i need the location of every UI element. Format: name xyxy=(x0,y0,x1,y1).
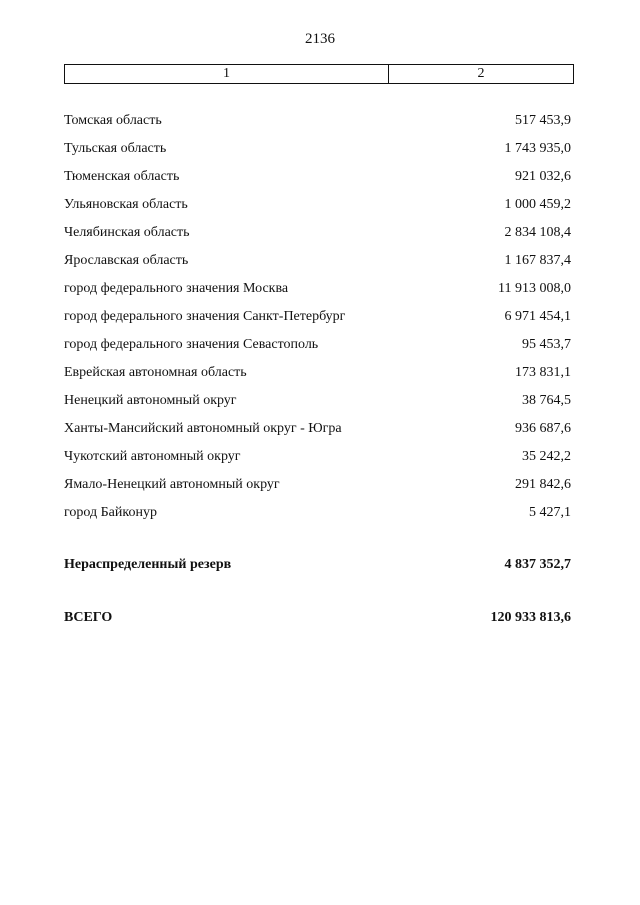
table-row xyxy=(64,107,571,135)
table-row xyxy=(64,275,571,303)
table-row xyxy=(64,135,571,163)
region-name: Челябинская область xyxy=(64,225,190,240)
column-header-1: 1 xyxy=(65,65,389,83)
region-amount: 1 000 459,2 xyxy=(504,197,571,212)
table-row xyxy=(64,499,571,527)
total-label: ВСЕГО xyxy=(64,610,113,625)
region-name: город федерального значения Севастополь xyxy=(64,337,319,352)
region-amount: 1 167 837,4 xyxy=(504,253,571,268)
region-amount: 95 453,7 xyxy=(522,337,571,352)
region-name: Ярославская область xyxy=(64,253,189,268)
region-name: Еврейская автономная область xyxy=(64,365,247,380)
region-amount: 35 242,2 xyxy=(522,449,571,464)
table-row xyxy=(64,471,571,499)
region-name: Ульяновская область xyxy=(64,197,188,212)
table-row xyxy=(64,303,571,331)
table-row xyxy=(64,331,571,359)
region-amount: 5 427,1 xyxy=(529,505,571,520)
region-amount: 921 032,6 xyxy=(515,169,571,184)
region-name: Ханты-Мансийский автономный округ - Югра xyxy=(64,421,342,436)
table-row xyxy=(64,359,571,387)
region-name: Чукотский автономный округ xyxy=(64,449,241,464)
page-number: 2136 xyxy=(305,31,335,47)
reserve-label: Нераспределенный резерв xyxy=(64,557,232,572)
region-amount: 291 842,6 xyxy=(515,477,571,492)
region-name: Тюменская область xyxy=(64,169,180,184)
region-amount: 38 764,5 xyxy=(522,393,571,408)
column-header-table xyxy=(64,64,574,84)
region-amount: 517 453,9 xyxy=(515,113,571,128)
table-row xyxy=(64,247,571,275)
region-amount: 173 831,1 xyxy=(515,365,571,380)
region-name: Томская область xyxy=(64,113,162,128)
region-amount: 936 687,6 xyxy=(515,421,571,436)
column-header-2: 2 xyxy=(477,66,485,81)
table-row xyxy=(64,219,571,247)
region-amount: 2 834 108,4 xyxy=(504,225,571,240)
region-amount: 1 743 935,0 xyxy=(504,141,571,156)
table-row xyxy=(64,163,571,191)
table-row xyxy=(64,191,571,219)
total-amount: 120 933 813,6 xyxy=(490,610,571,625)
region-name: Ненецкий автономный округ xyxy=(64,393,237,408)
table-row xyxy=(64,387,571,415)
reserve-amount: 4 837 352,7 xyxy=(504,557,571,572)
table-row xyxy=(64,443,571,471)
region-name: город Байконур xyxy=(64,505,157,520)
grand-total-row xyxy=(64,606,571,630)
region-amount-list xyxy=(64,107,571,527)
region-name: Тульская область xyxy=(64,141,167,156)
region-amount: 6 971 454,1 xyxy=(504,309,571,324)
region-name: город федерального значения Санкт-Петербург xyxy=(64,309,346,324)
region-amount: 11 913 008,0 xyxy=(498,281,571,296)
unallocated-reserve-row xyxy=(64,553,571,577)
region-name: город федерального значения Москва xyxy=(64,281,289,296)
table-row xyxy=(64,415,571,443)
region-name: Ямало-Ненецкий автономный округ xyxy=(64,477,280,492)
